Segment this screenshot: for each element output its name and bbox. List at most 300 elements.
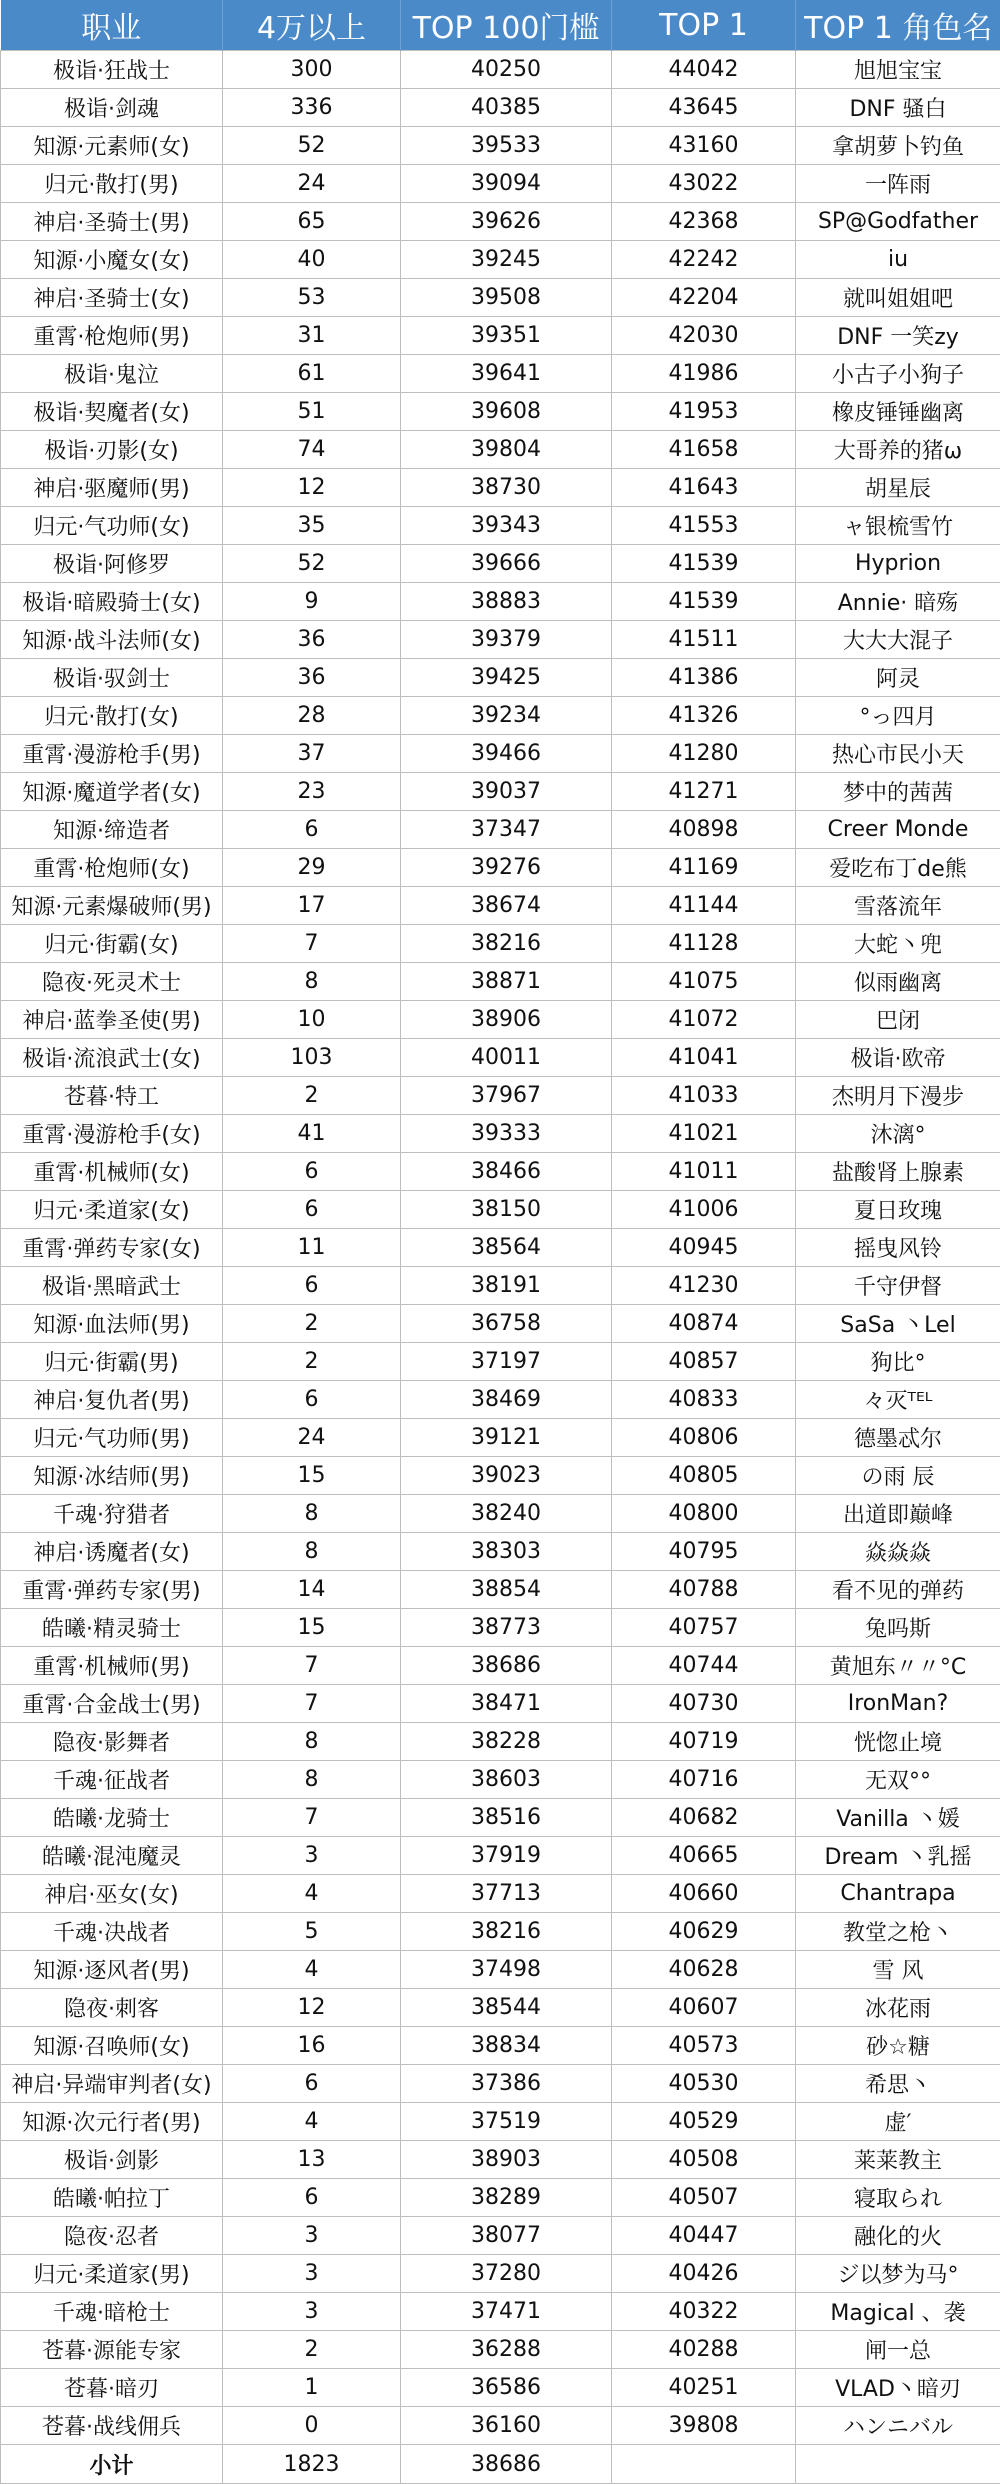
cell-over-40k: 6 [223, 2179, 401, 2217]
table-row [1, 2065, 1000, 2103]
cell-top100-threshold: 37713 [401, 1875, 612, 1913]
subtotal-over-40k: 1823 [223, 2445, 401, 2484]
table-row [1, 165, 1000, 203]
table-row [1, 621, 1000, 659]
cell-top1: 40800 [612, 1495, 796, 1533]
cell-top1-character: VLAD丶暗刃 [796, 2369, 1000, 2407]
table-row [1, 1647, 1000, 1685]
cell-class: 极诣·契魔者(女) [1, 393, 223, 431]
cell-top1-character: 胡星辰 [796, 469, 1000, 507]
cell-class: 皓曦·龙骑士 [1, 1799, 223, 1837]
cell-top1: 41271 [612, 773, 796, 811]
cell-top100-threshold: 39121 [401, 1419, 612, 1457]
table-row [1, 1837, 1000, 1875]
table-row [1, 1609, 1000, 1647]
cell-top1-character: 旭旭宝宝 [796, 51, 1000, 89]
cell-over-40k: 13 [223, 2141, 401, 2179]
cell-over-40k: 11 [223, 1229, 401, 1267]
cell-over-40k: 74 [223, 431, 401, 469]
cell-top1: 40716 [612, 1761, 796, 1799]
table-row [1, 1723, 1000, 1761]
header-top1-character: TOP 1 角色名 [796, 0, 1000, 51]
cell-top100-threshold: 37471 [401, 2293, 612, 2331]
cell-class: 归元·街霸(女) [1, 925, 223, 963]
cell-top1-character: 融化的火 [796, 2217, 1000, 2255]
cell-top1-character: 阿灵 [796, 659, 1000, 697]
cell-top1: 41539 [612, 583, 796, 621]
table-row [1, 1875, 1000, 1913]
cell-top100-threshold: 39037 [401, 773, 612, 811]
table-row [1, 2331, 1000, 2369]
table-row [1, 2255, 1000, 2293]
cell-top1-character: ャ银梳雪竹 [796, 507, 1000, 545]
cell-class: 极诣·剑魂 [1, 89, 223, 127]
cell-over-40k: 8 [223, 1495, 401, 1533]
cell-top100-threshold: 36758 [401, 1305, 612, 1343]
cell-class: 极诣·驭剑士 [1, 659, 223, 697]
cell-over-40k: 28 [223, 697, 401, 735]
cell-over-40k: 7 [223, 925, 401, 963]
cell-top100-threshold: 39608 [401, 393, 612, 431]
cell-class: 极诣·流浪武士(女) [1, 1039, 223, 1077]
cell-top100-threshold: 37347 [401, 811, 612, 849]
cell-class: 神启·蓝拳圣使(男) [1, 1001, 223, 1039]
cell-over-40k: 52 [223, 545, 401, 583]
cell-top100-threshold: 38471 [401, 1685, 612, 1723]
cell-top100-threshold: 37919 [401, 1837, 612, 1875]
cell-over-40k: 35 [223, 507, 401, 545]
cell-top100-threshold: 39245 [401, 241, 612, 279]
cell-top1: 41643 [612, 469, 796, 507]
table-row [1, 507, 1000, 545]
cell-top1-character: 热心市民小天 [796, 735, 1000, 773]
cell-class: 知源·魔道学者(女) [1, 773, 223, 811]
cell-class: 知源·缔造者 [1, 811, 223, 849]
cell-top1-character: 沐漓° [796, 1115, 1000, 1153]
cell-over-40k: 4 [223, 1951, 401, 1989]
table-row [1, 1381, 1000, 1419]
table-row [1, 393, 1000, 431]
cell-top100-threshold: 39508 [401, 279, 612, 317]
cell-top1: 40573 [612, 2027, 796, 2065]
cell-over-40k: 103 [223, 1039, 401, 1077]
cell-over-40k: 5 [223, 1913, 401, 1951]
cell-top1: 41128 [612, 925, 796, 963]
table-row [1, 659, 1000, 697]
cell-top100-threshold: 38883 [401, 583, 612, 621]
cell-class: 神启·诱魔者(女) [1, 1533, 223, 1571]
cell-top1-character: 出道即巅峰 [796, 1495, 1000, 1533]
cell-over-40k: 14 [223, 1571, 401, 1609]
table-row [1, 355, 1000, 393]
cell-top1-character: 摇曳风铃 [796, 1229, 1000, 1267]
cell-over-40k: 10 [223, 1001, 401, 1039]
cell-over-40k: 37 [223, 735, 401, 773]
table-row [1, 469, 1000, 507]
cell-class: 皓曦·混沌魔灵 [1, 1837, 223, 1875]
cell-top100-threshold: 37967 [401, 1077, 612, 1115]
cell-top1-character: の雨 辰 [796, 1457, 1000, 1495]
cell-over-40k: 6 [223, 2065, 401, 2103]
cell-top1: 40806 [612, 1419, 796, 1457]
cell-top1-character: 虚′ [796, 2103, 1000, 2141]
cell-class: 极诣·暗殿骑士(女) [1, 583, 223, 621]
header-top100-threshold: TOP 100门槛 [401, 0, 612, 51]
cell-top1-character: 极诣·欧帝 [796, 1039, 1000, 1077]
cell-top1: 42030 [612, 317, 796, 355]
table-row [1, 1001, 1000, 1039]
cell-top1: 40660 [612, 1875, 796, 1913]
cell-class: 重霄·漫游枪手(男) [1, 735, 223, 773]
table-row [1, 1419, 1000, 1457]
cell-top1: 40251 [612, 2369, 796, 2407]
cell-top1: 40744 [612, 1647, 796, 1685]
cell-top100-threshold: 38871 [401, 963, 612, 1001]
cell-top100-threshold: 37519 [401, 2103, 612, 2141]
cell-top1: 40730 [612, 1685, 796, 1723]
cell-top100-threshold: 38674 [401, 887, 612, 925]
table-row [1, 1153, 1000, 1191]
table-row [1, 849, 1000, 887]
cell-top1: 44042 [612, 51, 796, 89]
cell-over-40k: 16 [223, 2027, 401, 2065]
cell-class: 神启·圣骑士(男) [1, 203, 223, 241]
cell-class: 极诣·黑暗武士 [1, 1267, 223, 1305]
cell-over-40k: 31 [223, 317, 401, 355]
cell-class: 苍暮·暗刃 [1, 2369, 223, 2407]
cell-top1-character: 就叫姐姐吧 [796, 279, 1000, 317]
cell-top100-threshold: 40011 [401, 1039, 612, 1077]
cell-top1: 40607 [612, 1989, 796, 2027]
cell-class: 知源·召唤师(女) [1, 2027, 223, 2065]
cell-top1: 40833 [612, 1381, 796, 1419]
cell-top1: 41230 [612, 1267, 796, 1305]
cell-top100-threshold: 38150 [401, 1191, 612, 1229]
cell-top100-threshold: 38544 [401, 1989, 612, 2027]
cell-top1-character: SaSa 丶Lel [796, 1305, 1000, 1343]
table-row [1, 887, 1000, 925]
cell-top100-threshold: 39641 [401, 355, 612, 393]
cell-class: 归元·散打(女) [1, 697, 223, 735]
cell-over-40k: 29 [223, 849, 401, 887]
cell-top1: 40426 [612, 2255, 796, 2293]
cell-class: 千魂·征战者 [1, 1761, 223, 1799]
table-row [1, 241, 1000, 279]
cell-over-40k: 8 [223, 963, 401, 1001]
table-row [1, 1989, 1000, 2027]
cell-top1-character: DNF 一笑zy [796, 317, 1000, 355]
cell-top100-threshold: 37386 [401, 2065, 612, 2103]
cell-class: 极诣·刃影(女) [1, 431, 223, 469]
cell-top1-character: 德墨忒尔 [796, 1419, 1000, 1457]
cell-class: 神启·圣骑士(女) [1, 279, 223, 317]
cell-top100-threshold: 39666 [401, 545, 612, 583]
cell-over-40k: 3 [223, 2293, 401, 2331]
cell-top1: 41021 [612, 1115, 796, 1153]
cell-top1: 40795 [612, 1533, 796, 1571]
cell-top1-character: °っ四月 [796, 697, 1000, 735]
cell-top1: 43022 [612, 165, 796, 203]
table-row [1, 127, 1000, 165]
table-row [1, 2217, 1000, 2255]
cell-top1-character: 寝取られ [796, 2179, 1000, 2217]
cell-top1: 39808 [612, 2407, 796, 2445]
cell-over-40k: 52 [223, 127, 401, 165]
table-row [1, 1457, 1000, 1495]
cell-top1-character: Vanilla 丶媛 [796, 1799, 1000, 1837]
cell-top1-character: 巴闭 [796, 1001, 1000, 1039]
cell-top1: 41144 [612, 887, 796, 925]
table-row [1, 2293, 1000, 2331]
cell-top100-threshold: 39626 [401, 203, 612, 241]
cell-top100-threshold: 39023 [401, 1457, 612, 1495]
table-row [1, 545, 1000, 583]
cell-top100-threshold: 38240 [401, 1495, 612, 1533]
cell-class: 重霄·机械师(女) [1, 1153, 223, 1191]
subtotal-label: 小计 [1, 2445, 223, 2484]
cell-top100-threshold: 38906 [401, 1001, 612, 1039]
cell-top1-character: IronMan? [796, 1685, 1000, 1723]
cell-top100-threshold: 38564 [401, 1229, 612, 1267]
cell-top1-character: 莱莱教主 [796, 2141, 1000, 2179]
table-row [1, 1343, 1000, 1381]
cell-class: 重霄·枪炮师(女) [1, 849, 223, 887]
cell-top1: 41033 [612, 1077, 796, 1115]
cell-top1: 41006 [612, 1191, 796, 1229]
subtotal-top100-threshold: 38686 [401, 2445, 612, 2484]
cell-top1-character: 黄旭东〃〃°C [796, 1647, 1000, 1685]
cell-top100-threshold: 38216 [401, 1913, 612, 1951]
cell-over-40k: 8 [223, 1761, 401, 1799]
cell-over-40k: 7 [223, 1647, 401, 1685]
cell-top1: 41041 [612, 1039, 796, 1077]
cell-class: 知源·次元行者(男) [1, 2103, 223, 2141]
cell-top100-threshold: 39425 [401, 659, 612, 697]
cell-top1: 40508 [612, 2141, 796, 2179]
cell-top1-character: 兔吗斯 [796, 1609, 1000, 1647]
cell-top1-character: 看不见的弹药 [796, 1571, 1000, 1609]
cell-top1-character: 冰花雨 [796, 1989, 1000, 2027]
cell-over-40k: 36 [223, 659, 401, 697]
cell-top100-threshold: 38854 [401, 1571, 612, 1609]
cell-top1: 40805 [612, 1457, 796, 1495]
cell-top1: 40874 [612, 1305, 796, 1343]
table-row [1, 2027, 1000, 2065]
cell-class: 皓曦·帕拉丁 [1, 2179, 223, 2217]
cell-top1: 41658 [612, 431, 796, 469]
cell-over-40k: 8 [223, 1723, 401, 1761]
cell-top100-threshold: 38191 [401, 1267, 612, 1305]
cell-top1: 41169 [612, 849, 796, 887]
cell-top1-character: 似雨幽离 [796, 963, 1000, 1001]
cell-top1: 40507 [612, 2179, 796, 2217]
header-row [1, 0, 1000, 51]
cell-top1-character: SP@Godfather [796, 203, 1000, 241]
cell-top1-character: 大大大混子 [796, 621, 1000, 659]
cell-top100-threshold: 40250 [401, 51, 612, 89]
table-body [1, 51, 1000, 2445]
cell-top1: 41986 [612, 355, 796, 393]
cell-top1-character: ハンニバル [796, 2407, 1000, 2445]
cell-top1-character: 杰明月下漫步 [796, 1077, 1000, 1115]
cell-top1: 40857 [612, 1343, 796, 1381]
cell-top1-character: DNF 骚白 [796, 89, 1000, 127]
cell-class: 苍暮·战线佣兵 [1, 2407, 223, 2445]
cell-top1-character: 雪 风 [796, 1951, 1000, 1989]
table-row [1, 1077, 1000, 1115]
table-row [1, 203, 1000, 241]
cell-top1-character: 砂☆糖 [796, 2027, 1000, 2065]
cell-over-40k: 15 [223, 1457, 401, 1495]
table-row [1, 811, 1000, 849]
table-row [1, 773, 1000, 811]
cell-top100-threshold: 37197 [401, 1343, 612, 1381]
cell-over-40k: 51 [223, 393, 401, 431]
table-row [1, 1913, 1000, 1951]
table-row [1, 1191, 1000, 1229]
table-row [1, 1229, 1000, 1267]
cell-top1-character: 焱焱焱 [796, 1533, 1000, 1571]
table-row [1, 2407, 1000, 2445]
cell-class: 隐夜·刺客 [1, 1989, 223, 2027]
cell-class: 知源·元素爆破师(男) [1, 887, 223, 925]
cell-top100-threshold: 39343 [401, 507, 612, 545]
cell-over-40k: 3 [223, 2255, 401, 2293]
cell-over-40k: 7 [223, 1799, 401, 1837]
cell-over-40k: 6 [223, 1381, 401, 1419]
cell-class: 重霄·合金战士(男) [1, 1685, 223, 1723]
cell-class: 重霄·漫游枪手(女) [1, 1115, 223, 1153]
cell-over-40k: 336 [223, 89, 401, 127]
cell-top1: 40719 [612, 1723, 796, 1761]
table-row [1, 583, 1000, 621]
cell-top1: 41553 [612, 507, 796, 545]
table-row [1, 925, 1000, 963]
table-row [1, 89, 1000, 127]
cell-class: 知源·元素师(女) [1, 127, 223, 165]
cell-class: 重霄·弹药专家(女) [1, 1229, 223, 1267]
cell-top1-character: 爱吃布丁de熊 [796, 849, 1000, 887]
cell-top1: 41539 [612, 545, 796, 583]
table-row [1, 279, 1000, 317]
cell-top1: 40529 [612, 2103, 796, 2141]
cell-top1: 41953 [612, 393, 796, 431]
cell-over-40k: 9 [223, 583, 401, 621]
cell-top1: 43645 [612, 89, 796, 127]
cell-top1-character: 千守伊督 [796, 1267, 1000, 1305]
cell-top1: 40757 [612, 1609, 796, 1647]
cell-top100-threshold: 39276 [401, 849, 612, 887]
cell-top1-character: 狗比° [796, 1343, 1000, 1381]
table-row [1, 1533, 1000, 1571]
cell-top1-character: 々灭ᵀᴱᴸ [796, 1381, 1000, 1419]
subtotal-top1 [612, 2445, 796, 2484]
table-row [1, 1495, 1000, 1533]
cell-over-40k: 6 [223, 1267, 401, 1305]
cell-top100-threshold: 40385 [401, 89, 612, 127]
cell-over-40k: 41 [223, 1115, 401, 1153]
cell-top1-character: 梦中的茜茜 [796, 773, 1000, 811]
table-row [1, 317, 1000, 355]
cell-class: 千魂·决战者 [1, 1913, 223, 1951]
cell-top1: 40945 [612, 1229, 796, 1267]
cell-class: 神启·复仇者(男) [1, 1381, 223, 1419]
table-row [1, 1685, 1000, 1723]
cell-class: 重霄·机械师(男) [1, 1647, 223, 1685]
cell-class: 隐夜·影舞者 [1, 1723, 223, 1761]
cell-top1-character: 夏日玫瑰 [796, 1191, 1000, 1229]
cell-over-40k: 6 [223, 1191, 401, 1229]
cell-top1: 41511 [612, 621, 796, 659]
cell-class: 神启·异端审判者(女) [1, 2065, 223, 2103]
cell-top100-threshold: 38603 [401, 1761, 612, 1799]
cell-top1: 42368 [612, 203, 796, 241]
cell-top1: 41011 [612, 1153, 796, 1191]
cell-class: 知源·逐风者(男) [1, 1951, 223, 1989]
cell-over-40k: 4 [223, 1875, 401, 1913]
cell-over-40k: 40 [223, 241, 401, 279]
cell-class: 皓曦·精灵骑士 [1, 1609, 223, 1647]
cell-class: 知源·血法师(男) [1, 1305, 223, 1343]
cell-top1: 40288 [612, 2331, 796, 2369]
cell-top100-threshold: 36160 [401, 2407, 612, 2445]
cell-top100-threshold: 39379 [401, 621, 612, 659]
cell-over-40k: 300 [223, 51, 401, 89]
cell-top100-threshold: 37498 [401, 1951, 612, 1989]
cell-top1-character: 盐酸肾上腺素 [796, 1153, 1000, 1191]
cell-top100-threshold: 39533 [401, 127, 612, 165]
cell-class: 重霄·弹药专家(男) [1, 1571, 223, 1609]
table-row [1, 1951, 1000, 1989]
cell-top1-character: 一阵雨 [796, 165, 1000, 203]
cell-top1-character: 闸一总 [796, 2331, 1000, 2369]
table-row [1, 735, 1000, 773]
cell-class: 神启·巫女(女) [1, 1875, 223, 1913]
cell-over-40k: 61 [223, 355, 401, 393]
cell-top1-character: Hyprion [796, 545, 1000, 583]
subtotal-top1-character [796, 2445, 1000, 2484]
cell-top1-character: 恍惚止境 [796, 1723, 1000, 1761]
cell-top1-character: Dream 丶乳摇 [796, 1837, 1000, 1875]
cell-top1: 40447 [612, 2217, 796, 2255]
cell-top1: 42242 [612, 241, 796, 279]
cell-class: 极诣·剑影 [1, 2141, 223, 2179]
cell-top100-threshold: 39804 [401, 431, 612, 469]
cell-over-40k: 6 [223, 811, 401, 849]
table-row [1, 1761, 1000, 1799]
cell-class: 神启·驱魔师(男) [1, 469, 223, 507]
cell-top1-character: 大蛇丶兜 [796, 925, 1000, 963]
cell-top100-threshold: 36586 [401, 2369, 612, 2407]
cell-top1: 40530 [612, 2065, 796, 2103]
cell-top1-character: Annie· 暗殇 [796, 583, 1000, 621]
cell-top100-threshold: 39234 [401, 697, 612, 735]
cell-top100-threshold: 38730 [401, 469, 612, 507]
cell-over-40k: 15 [223, 1609, 401, 1647]
cell-class: 重霄·枪炮师(男) [1, 317, 223, 355]
cell-over-40k: 3 [223, 1837, 401, 1875]
table-row [1, 1115, 1000, 1153]
table-row [1, 1571, 1000, 1609]
table-row [1, 2141, 1000, 2179]
cell-top1-character: 小古子小狗子 [796, 355, 1000, 393]
cell-class: 知源·冰结师(男) [1, 1457, 223, 1495]
table-row [1, 51, 1000, 89]
cell-over-40k: 24 [223, 165, 401, 203]
cell-top100-threshold: 38773 [401, 1609, 612, 1647]
cell-top100-threshold: 38289 [401, 2179, 612, 2217]
cell-class: 归元·街霸(男) [1, 1343, 223, 1381]
